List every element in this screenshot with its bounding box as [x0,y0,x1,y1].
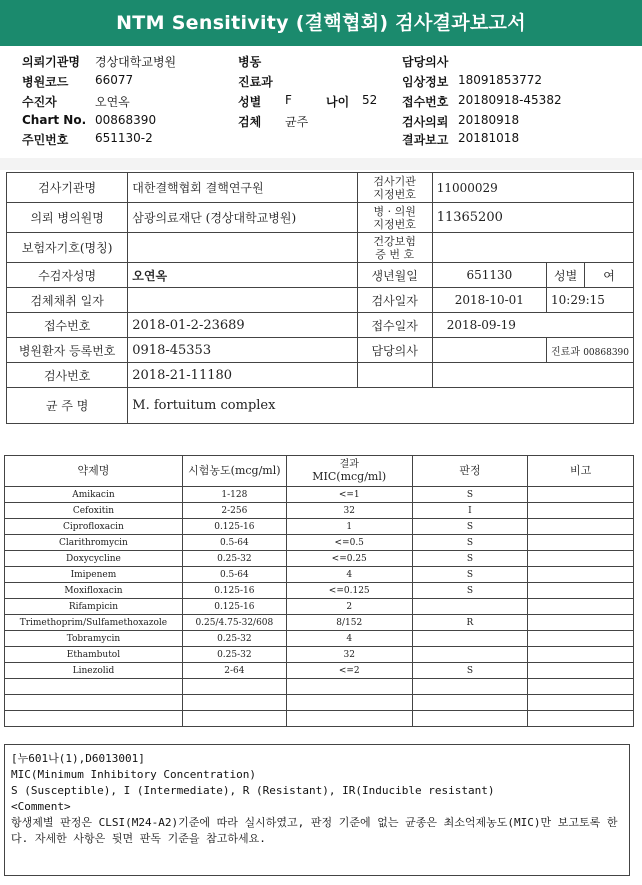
mic-cell: <=0.125 [286,583,412,599]
empty-row [5,679,634,695]
range-cell: 0.125-16 [182,519,286,535]
doctor-label: 담당의사 [402,55,449,69]
health-insurance-value [432,233,633,263]
organism-label: 균 주 명 [7,388,128,424]
lab-name-label: 검사기관명 [7,173,128,203]
lab-code-label: 검사기관 지정번호 [357,173,432,203]
drug-cell: Ciprofloxacin [5,519,183,535]
interp-cell [412,647,528,663]
empty-cell [182,679,286,695]
mic-cell: <=0.25 [286,551,412,567]
empty-row [5,695,634,711]
mic-cell: 1 [286,519,412,535]
empty-cell [412,679,528,695]
doctor-label: 담당의사 [357,338,432,363]
patient-label: 수진자 [22,95,57,109]
interpretation-legend: S (Susceptible), I (Intermediate), R (Resistant), IR(Inducible resistant) [11,784,495,797]
mic-cell: 32 [286,647,412,663]
mic-cell: 4 [286,567,412,583]
lab-info-table [6,172,634,424]
empty-cell [182,695,286,711]
receipt-date-label: 접수일자 [357,313,432,338]
table-row [5,567,634,583]
test-request-label: 검사의뢰 [402,115,449,129]
empty-cell [432,363,633,388]
drug-cell: Tobramycin [5,631,183,647]
empty-cell [286,679,412,695]
range-cell: 1-128 [182,487,286,503]
table-row [5,503,634,519]
sex-label: 성별 [238,95,262,109]
empty-cell [528,679,634,695]
remark-cell [528,615,634,631]
remark-cell [528,567,634,583]
collect-date-value [128,288,357,313]
empty-cell [5,695,183,711]
drug-cell: Amikacin [5,487,183,503]
empty-cell [528,695,634,711]
mic-cell: <=2 [286,663,412,679]
hospital-code-label: 병원코드 [22,75,69,89]
interp-cell: S [412,567,528,583]
result-report-label: 결과보고 [402,133,449,147]
remark-cell [528,551,634,567]
receipt-no-label: 접수번호 [7,313,128,338]
mic-cell: 32 [286,503,412,519]
drug-cell: Doxycycline [5,551,183,567]
table-row [5,631,634,647]
birth-label: 생년월일 [357,263,432,288]
interp-cell [412,631,528,647]
registration-no-value: 0918-45353 [128,338,357,363]
remark-cell [528,647,634,663]
mic-header: 결과 MIC(mcg/ml) [286,456,412,487]
test-time-value: 10:29:15 [547,288,634,313]
chart-no-value: 00868390 [95,113,157,127]
section-divider [0,158,642,170]
mic-cell: <=0.5 [286,535,412,551]
drug-cell: Ethambutol [5,647,183,663]
report-header [0,46,642,158]
range-cell: 0.25-32 [182,647,286,663]
remark-header: 비고 [528,456,634,487]
table-row [5,615,634,631]
sex-value: 여 [585,263,634,288]
specimen-label: 검체 [238,115,262,129]
empty-cell [357,363,432,388]
insurer-label: 보험자기호(명칭) [7,233,128,263]
receipt-no-label: 접수번호 [402,95,449,109]
dept-cell: 진료과 00868390 [547,338,634,363]
table-row [5,663,634,679]
remark-cell [528,583,634,599]
interp-cell: S [412,535,528,551]
drug-cell: Clarithromycin [5,535,183,551]
receipt-no-value: 20180918-45382 [458,93,562,107]
interp-cell [412,599,528,615]
empty-row [5,711,634,727]
test-date-value: 2018-10-01 [432,288,546,313]
drug-cell: Rifampicin [5,599,183,615]
receipt-no-value: 2018-01-2-23689 [128,313,357,338]
lab-code-value: 11000029 [432,173,633,203]
empty-cell [412,695,528,711]
empty-cell [286,711,412,727]
specimen-value: 균주 [285,115,309,129]
comment-text: 항생제별 판정은 CLSI(M24-A2)기준에 따라 실시하였고, 판정 기준에 없는 균종은 최소억제농도(MIC)만 보고토록 한다. 자세한 사항은 뒷면 판독 기준을 참고하세요. [11,816,618,845]
table-row [5,535,634,551]
dept-label: 진료과 [238,75,273,89]
table-row [5,487,634,503]
drug-cell: Imipenem [5,567,183,583]
remark-cell [528,519,634,535]
age-label: 나이 [326,95,350,109]
request-org-value: 경상대학교병원 [95,55,177,69]
drug-cell: Moxifloxacin [5,583,183,599]
remark-cell [528,503,634,519]
test-no-label: 검사번호 [7,363,128,388]
test-date-label: 검사일자 [357,288,432,313]
patient-name-label: 수검자성명 [7,263,128,288]
range-cell: 0.125-16 [182,599,286,615]
table-row [5,647,634,663]
organism-value: M. fortuitum complex [128,388,634,424]
range-cell: 0.25/4.75-32/608 [182,615,286,631]
interp-cell: S [412,663,528,679]
drug-header: 약제명 [5,456,183,487]
mic-cell: 4 [286,631,412,647]
notes-box [4,744,630,876]
ward-label: 병동 [238,55,262,69]
test-request-value: 20180918 [458,113,520,127]
resident-no-label: 주민번호 [22,133,69,147]
test-no-value: 2018-21-11180 [128,363,357,388]
patient-name-value: 오연옥 [128,263,357,288]
code-note: [누601나(1),D6013001] [11,752,145,765]
interp-cell: S [412,583,528,599]
interpretation-header: 판정 [412,456,528,487]
birth-value: 651130 [432,263,546,288]
sex-value: F [285,93,292,107]
drug-cell: Trimethoprim/Sulfamethoxazole [5,615,183,631]
remark-cell [528,487,634,503]
sex-label: 성별 [547,263,585,288]
interp-cell: S [412,551,528,567]
empty-cell [528,711,634,727]
doctor-value [432,338,546,363]
comment-label: <Comment> [11,800,71,813]
empty-cell [182,711,286,727]
resident-no-value: 651130-2 [95,131,153,145]
susceptibility-table [4,455,634,727]
patient-value: 오연옥 [95,95,130,109]
report-title: NTM Sensitivity (결핵협회) 검사결과보고서 [0,0,642,46]
remark-cell [528,663,634,679]
range-cell: 2-256 [182,503,286,519]
mic-cell: <=1 [286,487,412,503]
request-hospital-label: 의뢰 병의원명 [7,203,128,233]
drug-cell: Cefoxitin [5,503,183,519]
receipt-date-value: 2018-09-19 [432,313,633,338]
table-row [5,519,634,535]
lab-name-value: 대한결핵협회 결핵연구원 [128,173,357,203]
request-org-label: 의뢰기관명 [22,55,80,69]
remark-cell [528,535,634,551]
mic-cell: 2 [286,599,412,615]
age-value: 52 [362,93,378,107]
health-insurance-label: 건강보험 증 번 호 [357,233,432,263]
empty-cell [5,711,183,727]
empty-cell [412,711,528,727]
drug-cell: Linezolid [5,663,183,679]
remark-cell [528,631,634,647]
range-cell: 2-64 [182,663,286,679]
empty-cell [5,679,183,695]
request-hospital-value: 삼광의료재단 (경상대학교병원) [128,203,357,233]
range-cell: 0.5-64 [182,535,286,551]
range-cell: 0.125-16 [182,583,286,599]
range-cell: 0.5-64 [182,567,286,583]
empty-cell [286,695,412,711]
interp-cell: R [412,615,528,631]
table-row [5,599,634,615]
mic-definition: MIC(Minimum Inhibitory Concentration) [11,768,257,781]
clinical-info-value: 18091853772 [458,73,542,87]
table-row [5,551,634,567]
hospital-code-value: 66077 [95,73,134,87]
interp-cell: S [412,519,528,535]
range-cell: 0.25-32 [182,551,286,567]
remark-cell [528,599,634,615]
range-cell: 0.25-32 [182,631,286,647]
clinical-info-label: 임상정보 [402,75,449,89]
mic-cell: 8/152 [286,615,412,631]
range-header: 시험농도(mcg/ml) [182,456,286,487]
registration-no-label: 병원환자 등록번호 [7,338,128,363]
insurer-value [128,233,357,263]
hospital-code-label: 병 · 의원 지정번호 [357,203,432,233]
interp-cell: S [412,487,528,503]
interp-cell: I [412,503,528,519]
result-report-value: 20181018 [458,131,520,145]
collect-date-label: 검체채취 일자 [7,288,128,313]
table-row [5,583,634,599]
chart-no-label: Chart No. [22,113,87,127]
hospital-code-value: 11365200 [432,203,633,233]
